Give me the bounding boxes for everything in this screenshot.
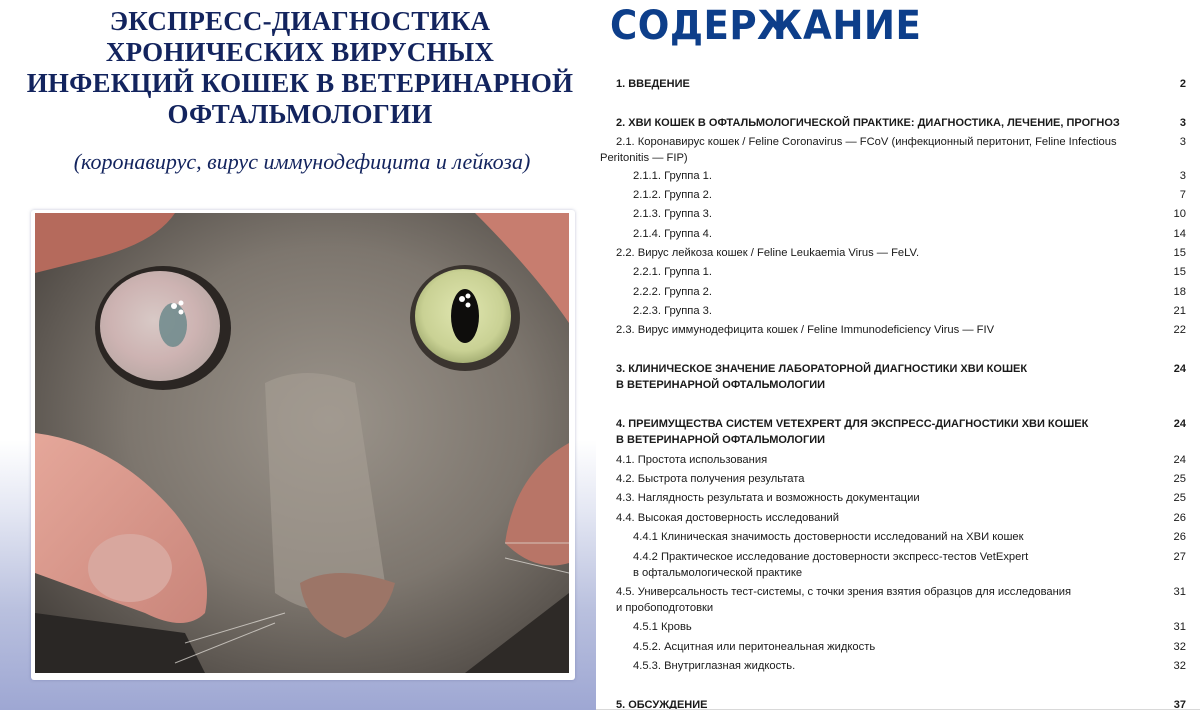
cat-face-illustration (35, 213, 569, 673)
toc-entry-text: 2.1.1. Группа 1. (633, 170, 712, 182)
toc-entry-page: 15 (1173, 266, 1186, 278)
toc-entry-text: 2.1.4. Группа 4. (633, 228, 712, 240)
cover-title (0, 6, 596, 130)
toc-entry-text: 4.3. Наглядность результата и возможность документации (616, 492, 920, 504)
toc-entry-text-cont: В ВЕТЕРИНАРНОЙ ОФТАЛЬМОЛОГИИ (616, 434, 826, 446)
cover-title-line: ХРОНИЧЕСКИХ ВИРУСНЫХ (105, 37, 495, 67)
toc-entry-page: 21 (1173, 305, 1186, 317)
toc-entry-text: 1. ВВЕДЕНИЕ (616, 78, 690, 90)
toc-entry-page: 37 (1173, 699, 1186, 710)
toc-entry-page: 26 (1173, 531, 1186, 543)
toc-entry-text: 4.4. Высокая достоверность исследований (616, 512, 840, 524)
toc-entry-text: 3. КЛИНИЧЕСКОЕ ЗНАЧЕНИЕ ЛАБОРАТОРНОЙ ДИАГНОСТИКИ ХВИ КОШЕК (616, 363, 1028, 375)
toc-entry-text: 2.1.2. Группа 2. (633, 189, 712, 201)
cover-title-line: ИНФЕКЦИЙ КОШЕК В ВЕТЕРИНАРНОЙ (26, 68, 574, 98)
table-of-contents (596, 0, 1200, 710)
toc-title: СОДЕРЖАНИЕ (610, 3, 922, 49)
toc-entry-text: 4.1. Простота использования (616, 454, 768, 466)
toc-entry-text: 2.2. Вирус лейкоза кошек / Feline Leukaemia Virus — FeLV. (616, 247, 920, 259)
toc-entry-page: 24 (1173, 363, 1186, 375)
toc-entry-text: 4. ПРЕИМУЩЕСТВА СИСТЕМ VETEXPERT ДЛЯ ЭКСПРЕСС-ДИАГНОСТИКИ ХВИ КОШЕК (616, 418, 1089, 430)
toc-entry-text: 4.5.2. Асцитная или перитонеальная жидкость (633, 641, 876, 653)
toc-entry-page: 27 (1173, 551, 1186, 563)
toc-entry-text: 5. ОБСУЖДЕНИЕ (616, 699, 708, 710)
cover-photo-frame (31, 210, 575, 680)
toc-entry-text: 4.4.1 Клиническая значимость достоверности исследований на ХВИ кошек (633, 531, 1024, 543)
toc-entry-text: 2.1.3. Группа 3. (633, 208, 712, 220)
toc-entry-page: 15 (1173, 247, 1186, 259)
toc-entry-page: 32 (1173, 641, 1186, 653)
toc-entry-page: 2 (1179, 78, 1186, 90)
toc-entry-text-cont: в офтальмологической практике (633, 567, 803, 579)
toc-entry-text: 2.2.3. Группа 3. (633, 305, 712, 317)
cat-eye-photo (35, 213, 569, 673)
toc-entry-text: 4.5.1 Кровь (633, 621, 692, 633)
toc-entry-page: 25 (1173, 473, 1186, 485)
toc-entry-page: 26 (1173, 512, 1186, 524)
toc-entry-page: 24 (1173, 454, 1186, 466)
toc-entry-text-cont: Peritonitis — FIP) (600, 152, 688, 164)
toc-entry-page: 32 (1173, 660, 1186, 672)
toc-entry-page: 7 (1179, 189, 1186, 201)
toc-entry-text: 2.3. Вирус иммунодефицита кошек / Feline Immunodeficiency Virus — FIV (616, 324, 995, 336)
toc-entry-text: 4.5. Универсальность тест-системы, с точки зрения взятия образцов для исследования (616, 586, 1072, 598)
toc-entry-text: 4.2. Быстрота получения результата (616, 473, 805, 485)
toc-entry-page: 3 (1179, 117, 1186, 129)
toc-entry-text: 4.5.3. Внутриглазная жидкость. (633, 660, 796, 672)
toc-entry-page: 24 (1173, 418, 1186, 430)
toc-entry-text-cont: и пробоподготовки (616, 602, 714, 614)
cover-page (0, 0, 596, 710)
toc-entry-text: 4.4.2 Практическое исследование достоверности экспресс-тестов VetExpert (633, 551, 1029, 563)
toc-entry-page: 3 (1179, 170, 1186, 182)
toc-entry-text: 2. ХВИ КОШЕК В ОФТАЛЬМОЛОГИЧЕСКОЙ ПРАКТИКЕ: ДИАГНОСТИКА, ЛЕЧЕНИЕ, ПРОГНОЗ (616, 117, 1120, 129)
toc-entry-page: 22 (1173, 324, 1186, 336)
toc-entry-page: 14 (1173, 228, 1186, 240)
toc-entry-text: 2.2.2. Группа 2. (633, 286, 712, 298)
toc-entry-page: 10 (1173, 208, 1186, 220)
toc-entry-page: 18 (1173, 286, 1186, 298)
cover-title-line: ОФТАЛЬМОЛОГИИ (167, 99, 433, 129)
cover-subtitle: (коронавирус, вирус иммунодефицита и лейкоза) (73, 149, 531, 174)
toc-entry-page: 31 (1173, 586, 1186, 598)
toc-entry-text: 2.1. Коронавирус кошек / Feline Coronavirus — FCoV (инфекционный перитонит, Feline Infectious (616, 136, 1117, 148)
toc-entry-text: 2.2.1. Группа 1. (633, 266, 712, 278)
cover-title-line: ЭКСПРЕСС-ДИАГНОСТИКА (109, 6, 491, 36)
toc-entry-page: 3 (1179, 136, 1186, 148)
toc-entry-text-cont: В ВЕТЕРИНАРНОЙ ОФТАЛЬМОЛОГИИ (616, 379, 826, 391)
toc-entry-page: 31 (1173, 621, 1186, 633)
toc-entry-page: 25 (1173, 492, 1186, 504)
